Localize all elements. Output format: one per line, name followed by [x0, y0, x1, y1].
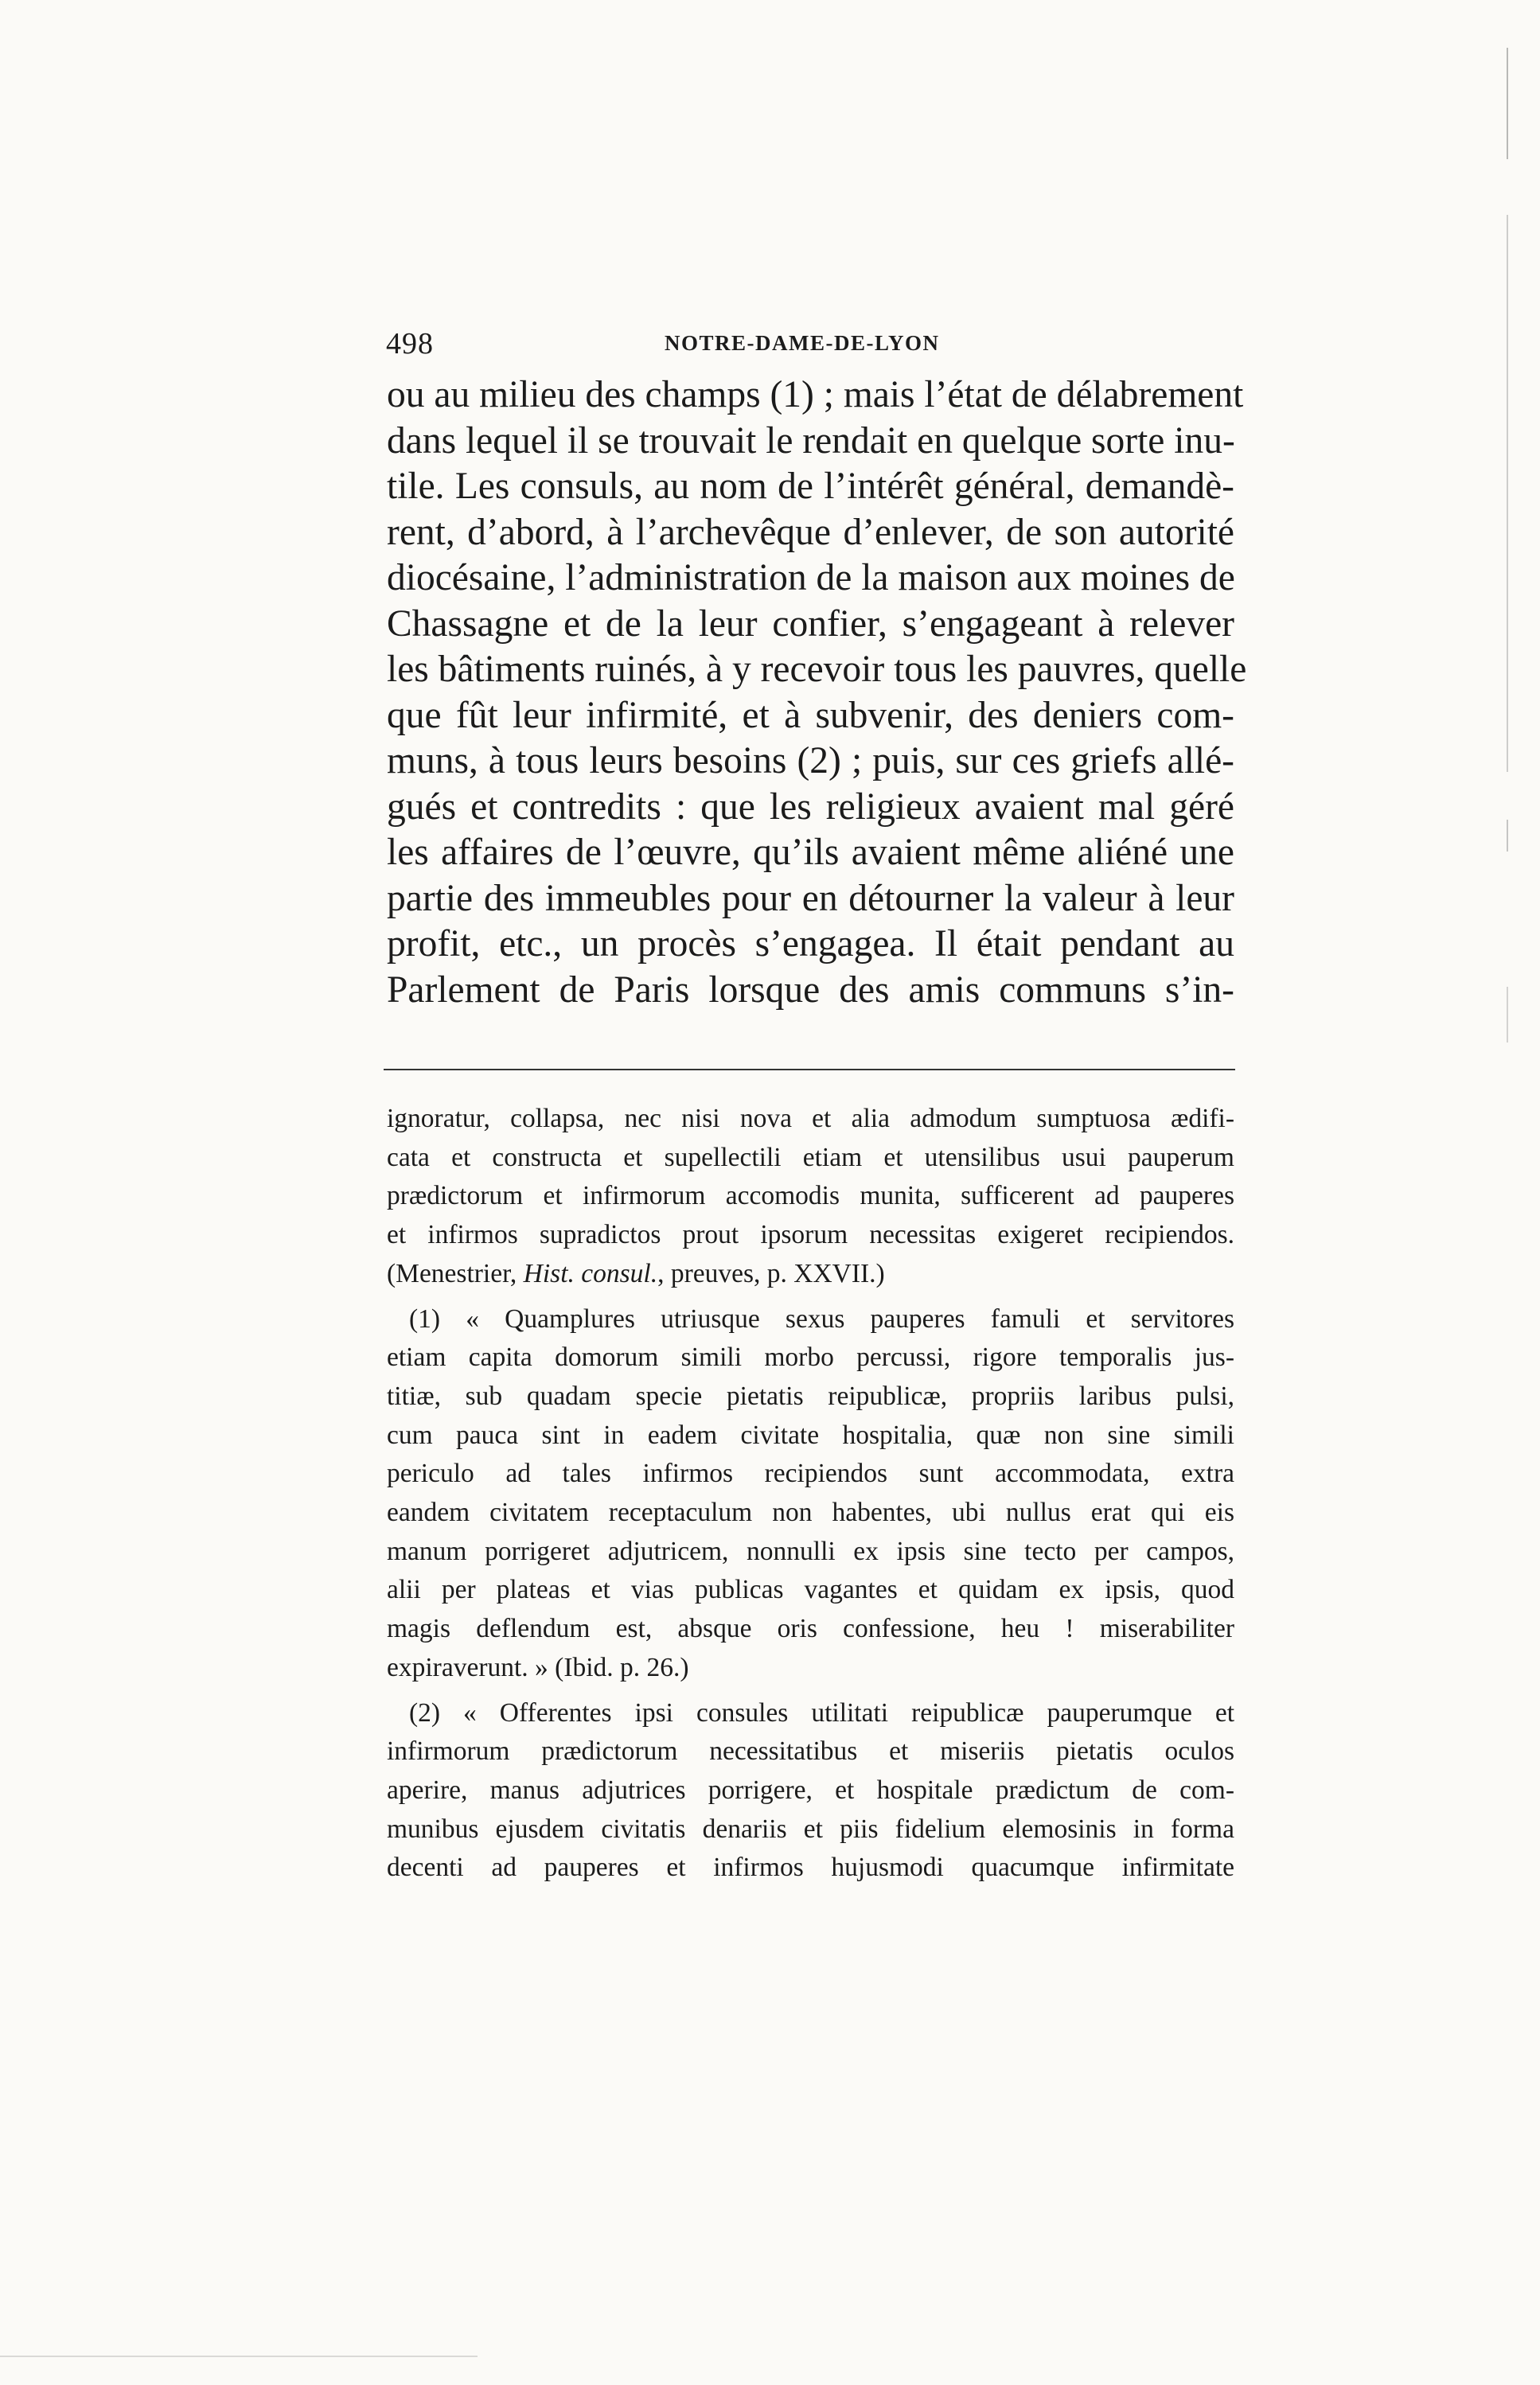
footnote-line: (1) « Quamplures utriusque sexus pauperes famuli et servitores	[409, 1304, 1234, 1334]
footnote-line: eandem civitatem receptaculum non habentes, ubi nullus erat qui eis	[387, 1498, 1234, 1528]
footnote-line: cum pauca sint in eadem civitate hospitalia, quæ non sine simili	[387, 1420, 1234, 1450]
body-line: tile. Les consuls, au nom de l’intérêt général, demandè-	[387, 466, 1234, 507]
footnote-line: cata et constructa et supellectili etiam et utensilibus usui pauperum	[387, 1142, 1234, 1172]
footnote-2	[387, 1694, 1234, 1888]
citation-author: (Menestrier,	[387, 1258, 517, 1288]
footnotes	[387, 1100, 1234, 1888]
footnote-line: decenti ad pauperes et infirmos hujusmodi quacumque infirmitate	[387, 1853, 1234, 1883]
scan-mark	[1507, 48, 1508, 159]
scan-mark	[1507, 215, 1508, 772]
running-title: NOTRE-DAME-DE-LYON	[665, 331, 940, 355]
scan-mark	[1507, 820, 1508, 852]
body-line: partie des immeubles pour en détourner la valeur à leur	[387, 877, 1234, 919]
body-line: diocésaine, l’administration de la maison aux moines de	[387, 557, 1235, 598]
footnote-line: manum porrigeret adjutricem, nonnulli ex ipsis sine tecto per campos,	[387, 1536, 1234, 1566]
footnote-line: magis deflendum est, absque oris confessione, heu ! miserabiliter	[387, 1614, 1234, 1644]
footnote-line: expiraverunt. » (Ibid. p. 26.)	[387, 1652, 689, 1682]
body-line: gués et contredits : que les religieux avaient mal géré	[387, 785, 1234, 828]
body-line: que fût leur infirmité, et à subvenir, des deniers com-	[387, 694, 1234, 736]
body-line: muns, à tous leurs besoins (2) ; puis, sur ces griefs allé-	[387, 740, 1234, 781]
citation-title: Hist. consul.	[523, 1258, 658, 1288]
citation-ref: , preuves, p. XXVII.)	[657, 1258, 885, 1288]
body-line: ou au milieu des champs (1) ; mais l’état de délabrement	[387, 374, 1244, 415]
footnote-line: etiam capita domorum simili morbo percussi, rigore temporalis jus-	[387, 1343, 1234, 1373]
footnote-line: munibus ejusdem civitatis denariis et piis fidelium elemosinis in forma	[387, 1814, 1234, 1844]
page-number: 498	[386, 327, 434, 360]
footnote-separator	[384, 1069, 1235, 1070]
body-line: Parlement de Paris lorsque des amis communs s’in-	[387, 968, 1234, 1011]
body-line: les bâtiments ruinés, à y recevoir tous les pauvres, quelle	[387, 649, 1247, 690]
body-line: profit, etc., un procès s’engagea. Il était pendant au	[387, 923, 1234, 965]
footnote-citation	[387, 1255, 1234, 1294]
footnote-line: et infirmos supradictos prout ipsorum necessitas exigeret recipiendos.	[387, 1220, 1234, 1250]
footnote-continuation	[387, 1100, 1234, 1294]
page-header	[382, 326, 1234, 366]
body-line: rent, d’abord, à l’archevêque d’enlever, de son autorité	[387, 511, 1234, 553]
scan-mark	[0, 2356, 478, 2357]
footnote-line: periculo ad tales infirmos recipiendos sunt accommodata, extra	[387, 1459, 1234, 1489]
body-line: Chassagne et de la leur confier, s’engageant à relever	[387, 602, 1234, 645]
footnote-line: infirmorum prædictorum necessitatibus et miseriis pietatis oculos	[387, 1736, 1234, 1767]
body-line: dans lequel il se trouvait le rendait en quelque sorte inu-	[387, 419, 1235, 462]
footnote-line: (2) « Offerentes ipsi consules utilitati reipublicæ pauperumque et	[409, 1697, 1234, 1728]
footnote-1	[387, 1300, 1234, 1688]
body-text	[387, 372, 1247, 1013]
scan-mark	[1507, 987, 1508, 1042]
footnote-line: alii per plateas et vias publicas vagantes et quidam ex ipsis, quod	[387, 1575, 1234, 1605]
footnote-line: aperire, manus adjutrices porrigere, et hospitale prædictum de com-	[387, 1775, 1234, 1805]
footnote-line: ignoratur, collapsa, nec nisi nova et alia admodum sumptuosa ædifi-	[387, 1104, 1234, 1133]
body-line: les affaires de l’œuvre, qu’ils avaient même aliéné une	[387, 832, 1234, 873]
footnote-line: titiæ, sub quadam specie pietatis reipublicæ, propriis laribus pulsi,	[387, 1381, 1234, 1411]
footnote-line: prædictorum et infirmorum accomodis munita, sufficerent ad pauperes	[387, 1181, 1234, 1211]
